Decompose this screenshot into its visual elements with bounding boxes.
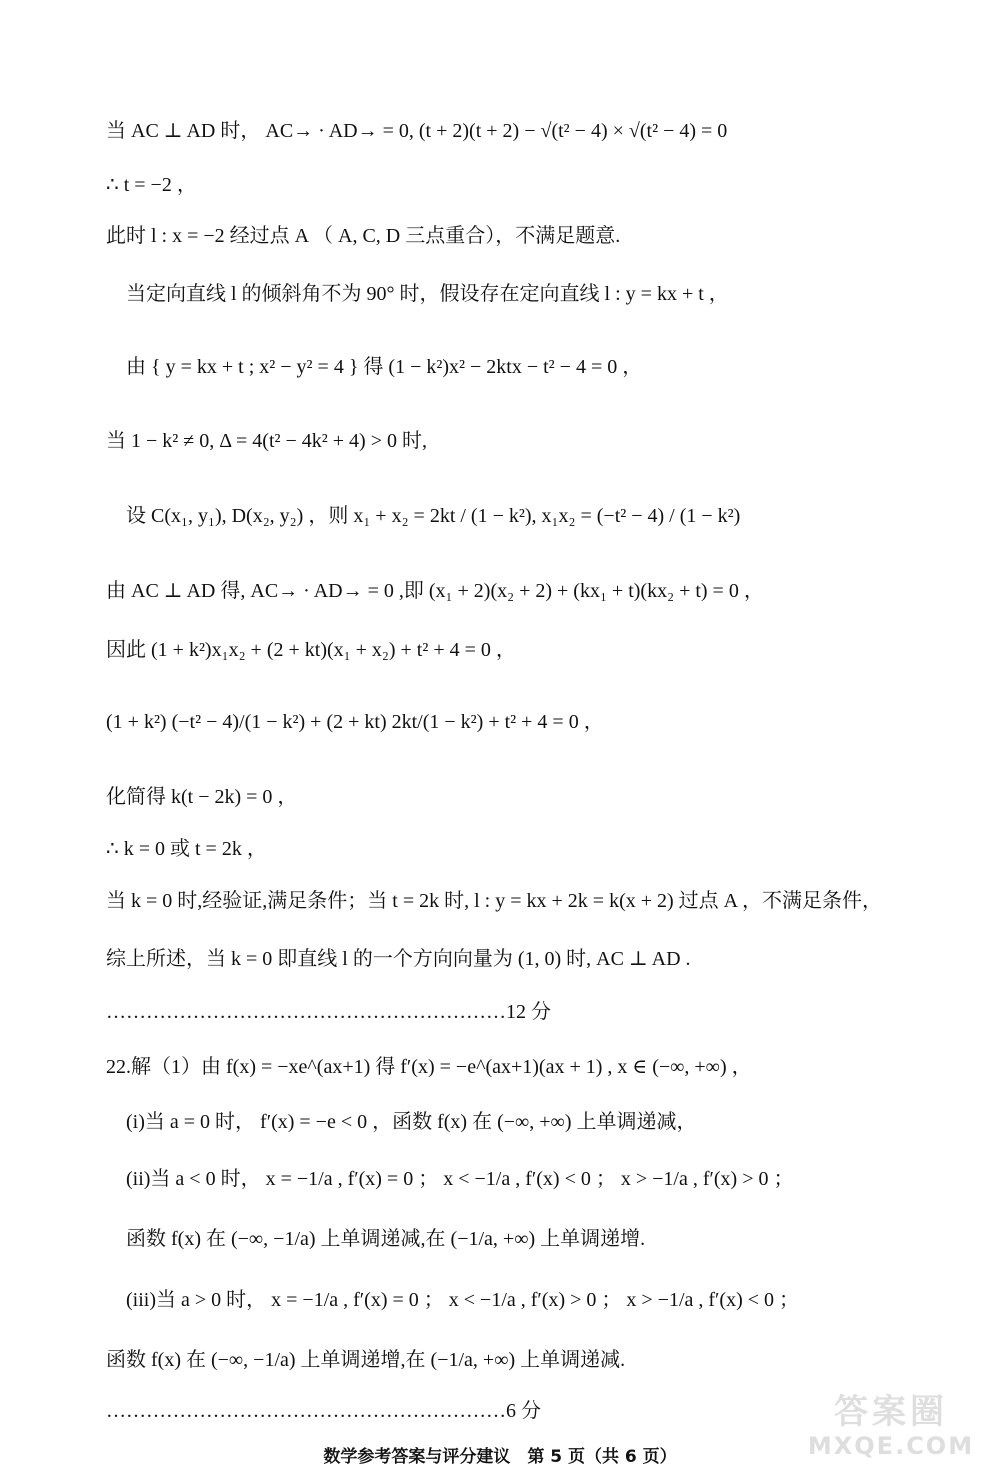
text-line: 函数 f(x) 在 (−∞, −1/a) 上单调递增,在 (−1/a, +∞) 上单调递减.: [106, 1349, 626, 1371]
text-line: ∴ k = 0 或 t = 2k ，: [106, 838, 267, 860]
watermark-logo: [796, 1392, 986, 1464]
text-line: (iii)当 a > 0 时， x = −1/a , f′(x) = 0 ； x < −1/a , f′(x) > 0 ； x > −1/a , f′(x) < 0 ；: [126, 1289, 800, 1311]
text-line: 22.解（1）由 f(x) = −xe^(ax+1) 得 f′(x) = −e^(ax+1)(ax + 1) , x ∈ (−∞, +∞) ，: [106, 1056, 752, 1078]
text-line: 当 AC ⊥ AD 时， AC→ · AD→ = 0, (t + 2)(t + 2) − √(t² − 4) × √(t² − 4) = 0: [106, 120, 728, 142]
watermark-top: 答案圈: [834, 1392, 948, 1432]
text-line: 设 C(x₁, y₁), D(x₂, y₂) ，则 x₁ + x₂ = 2kt / (1 − k²), x₁x₂ = (−t² − 4) / (1 − k²): [126, 505, 741, 527]
text-line: 因此 (1 + k²)x₁x₂ + (2 + kt)(x₁ + x₂) + t² + 4 = 0 ，: [106, 639, 516, 661]
text-line: (1 + k²) (−t² − 4)/(1 − k²) + (2 + kt) 2kt/(1 − k²) + t² + 4 = 0 ，: [106, 711, 604, 733]
text-line: 当 1 − k² ≠ 0, Δ = 4(t² − 4k² + 4) > 0 时,: [106, 430, 427, 452]
page-footer: 数学参考答案与评分建议 第 5 页（共 6 页）: [323, 1447, 677, 1467]
watermark-bottom: MXQE.COM: [807, 1432, 975, 1460]
text-line: 化简得 k(t − 2k) = 0 ，: [106, 786, 298, 808]
text-line: ∴ t = −2 ，: [106, 174, 197, 196]
text-line: 由 { y = kx + t ; x² − y² = 4 } 得 (1 − k²)x² − 2ktx − t² − 4 = 0 ，: [126, 356, 643, 378]
text-line: 函数 f(x) 在 (−∞, −1/a) 上单调递减,在 (−1/a, +∞) 上单调递增.: [126, 1228, 646, 1250]
text-line: 综上所述，当 k = 0 即直线 l 的一个方向向量为 (1, 0) 时, AC ⊥ AD .: [106, 948, 691, 970]
text-line: (i)当 a = 0 时， f′(x) = −e < 0 ，函数 f(x) 在 (−∞, +∞) 上单调递减，: [126, 1111, 697, 1133]
text-line: 当 k = 0 时,经验证,满足条件；当 t = 2k 时, l : y = kx + 2k = k(x + 2) 过点 A ，不满足条件，: [106, 890, 883, 912]
score-line: ……………………………………………………12 分: [106, 1001, 551, 1023]
text-line: 此时 l : x = −2 经过点 A （ A, C, D 三点重合），不满足题意.: [106, 225, 621, 247]
text-line: 当定向直线 l 的倾斜角不为 90° 时，假设存在定向直线 l : y = kx + t ，: [126, 283, 729, 305]
text-line: (ii)当 a < 0 时， x = −1/a , f′(x) = 0 ； x < −1/a , f′(x) < 0 ； x > −1/a , f′(x) > 0 ；: [126, 1168, 794, 1190]
text-line: 由 AC ⊥ AD 得, AC→ · AD→ = 0 ,即 (x₁ + 2)(x₂ + 2) + (kx₁ + t)(kx₂ + t) = 0 ，: [106, 580, 764, 602]
score-line: ……………………………………………………6 分: [106, 1400, 541, 1422]
